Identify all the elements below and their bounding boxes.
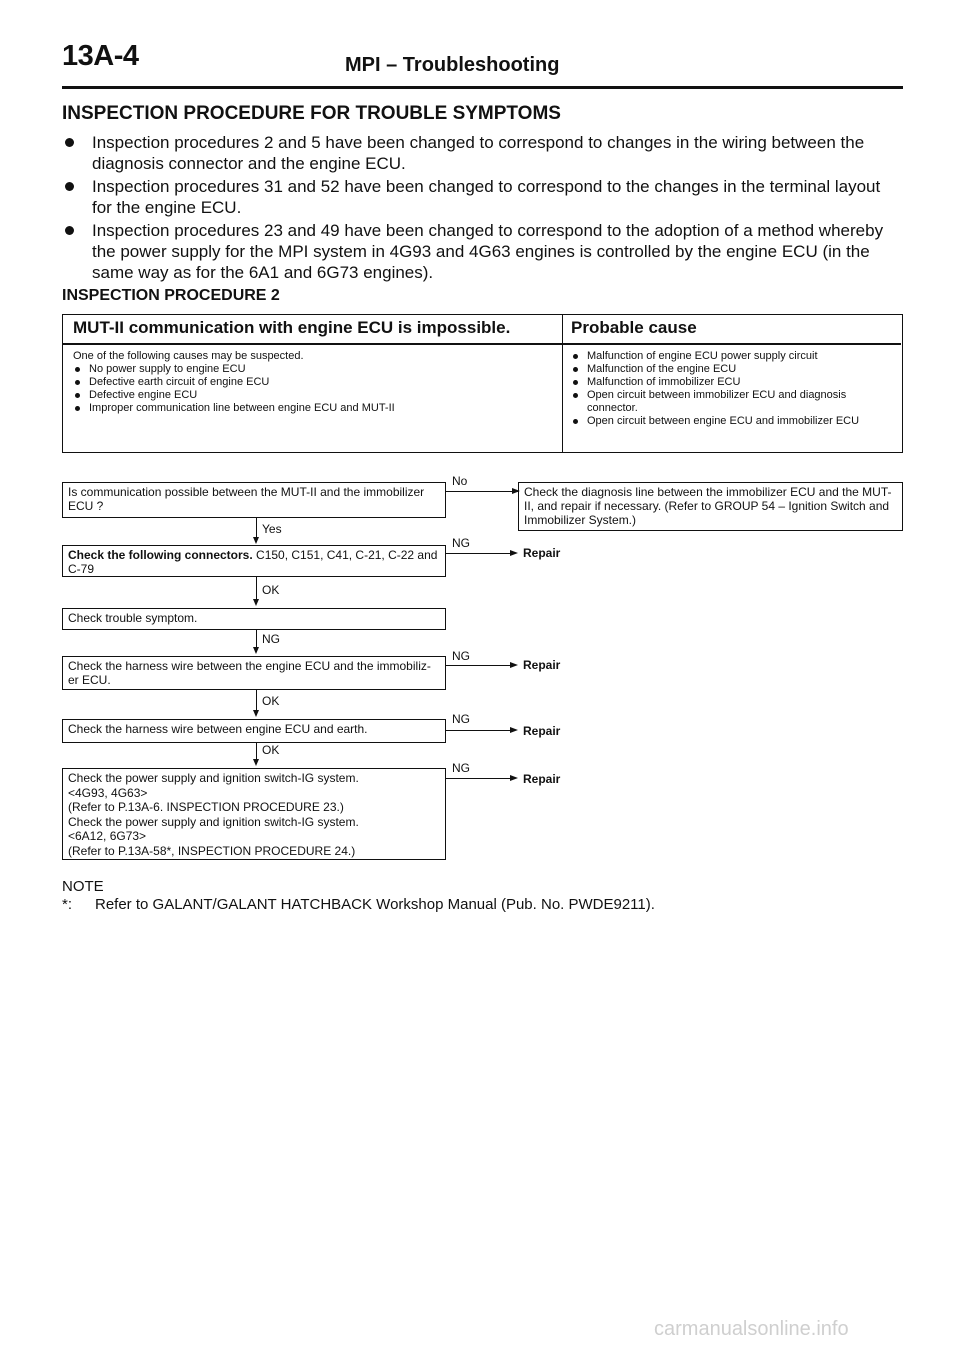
page-header-title: MPI – Troubleshooting [345, 54, 560, 76]
arrow-right-icon [510, 662, 518, 668]
list-item: Open circuit between immobilizer ECU and diagnosis connector. [571, 389, 896, 415]
bullet-icon [75, 367, 80, 372]
probable-cause-title: Probable cause [571, 318, 697, 337]
arrow-down-icon [253, 599, 259, 606]
bullet-icon [573, 419, 578, 424]
list-item: No power supply to engine ECU [73, 363, 543, 376]
flow-connector [446, 778, 512, 779]
bullet-icon [573, 354, 578, 359]
list-item: Malfunction of immobilizer ECU [571, 376, 896, 389]
arrow-down-icon [253, 710, 259, 717]
intro-bullet: Inspection procedures 31 and 52 have been changed to correspond to the changes in the terminal layout for the engine ECU. [62, 176, 902, 218]
arrow-right-icon [510, 550, 518, 556]
suspect-intro: One of the following causes may be suspected. [73, 350, 304, 362]
header-rule [62, 86, 903, 89]
suspect-list [73, 363, 543, 415]
list-item: Defective engine ECU [73, 389, 543, 402]
flow-step-communication-check: Is communication possible between the MUT-II and the immobilizer ECU ? [62, 482, 446, 518]
flow-label-ng: NG [452, 536, 470, 550]
bullet-icon [75, 393, 80, 398]
flow-action-repair: Repair [523, 658, 561, 672]
bullet-icon [573, 367, 578, 372]
intro-bullet: Inspection procedures 23 and 49 have been changed to correspond to the adoption of a method whereby the power supply for the MPI system in 4G93 and 4G63 engines is controlled by the engine ECU (in the same way as for the 6A1 and 6G73 engines). [62, 220, 902, 283]
flow-step-check-harness-earth: Check the harness wire between engine ECU and earth. [62, 719, 446, 743]
probable-cause-list [571, 350, 896, 428]
list-item: Malfunction of the engine ECU [571, 363, 896, 376]
flow-connector [446, 730, 512, 731]
list-item: Improper communication line between engine ECU and MUT-II [73, 402, 543, 415]
flow-step-check-power-supply: Check the power supply and ignition switch-IG system. <4G93, 4G63> (Refer to P.13A-6. INSPECTION PROCEDURE 23.) Check the power supply and ignition switch-IG system. <6A12, 6G73> (Refer to P.13A-58*, INSPECTION PROCEDURE 24.) [62, 768, 446, 860]
flow-action-repair: Repair [523, 724, 561, 738]
flow-label-yes: Yes [262, 522, 282, 536]
flow-label-ng: NG [452, 761, 470, 775]
table-column-divider [562, 315, 563, 452]
list-item: Malfunction of engine ECU power supply circuit [571, 350, 896, 363]
flow-label-ok: OK [262, 743, 280, 757]
intro-bullet-list [62, 132, 902, 285]
arrow-right-icon [510, 775, 518, 781]
list-item: Open circuit between engine ECU and immobilizer ECU [571, 415, 896, 428]
symptom-table [62, 314, 903, 453]
table-row-divider [63, 343, 901, 345]
bullet-icon [75, 380, 80, 385]
flow-step-check-diagnosis-line: Check the diagnosis line between the immobilizer ECU and the MUT-II, and repair if necessary. (Refer to GROUP 54 – Ignition Switch and Immobilizer System.) [518, 482, 903, 531]
page-number: 13A-4 [62, 40, 139, 72]
flow-label-ng: NG [452, 712, 470, 726]
note-text: Refer to GALANT/GALANT HATCHBACK Workshop Manual (Pub. No. PWDE9211). [95, 896, 655, 913]
flow-action-repair: Repair [523, 546, 561, 560]
intro-bullet: Inspection procedures 2 and 5 have been changed to correspond to changes in the wiring between the diagnosis connector and the engine ECU. [62, 132, 902, 174]
section-heading: INSPECTION PROCEDURE FOR TROUBLE SYMPTOMS [62, 103, 561, 124]
arrow-down-icon [253, 759, 259, 766]
flow-label-no: No [452, 474, 468, 488]
bullet-icon [573, 380, 578, 385]
flow-connector [446, 491, 518, 492]
flow-label-ok: OK [262, 583, 280, 597]
procedure-heading: INSPECTION PROCEDURE 2 [62, 287, 280, 304]
arrow-right-icon [510, 727, 518, 733]
bullet-icon [573, 393, 578, 398]
bullet-icon [65, 182, 74, 191]
flow-label-ng: NG [262, 632, 280, 646]
arrow-down-icon [253, 537, 259, 544]
flow-connector [446, 665, 512, 666]
bullet-icon [65, 226, 74, 235]
flow-action-repair: Repair [523, 772, 561, 786]
flow-step-check-connectors: Check the following connectors. C150, C151, C41, C-21, C-22 and C-79 [62, 545, 446, 577]
bullet-icon [65, 138, 74, 147]
note-title: NOTE [62, 878, 104, 895]
flow-step-check-trouble-symptom: Check trouble symptom. [62, 608, 446, 630]
symptom-title: MUT-II communication with engine ECU is impossible. [73, 318, 511, 337]
note-marker: *: [62, 896, 73, 913]
flow-label-ng: NG [452, 649, 470, 663]
watermark: carmanualsonline.info [654, 1318, 849, 1340]
flow-label-ok: OK [262, 694, 280, 708]
flow-connector [446, 553, 512, 554]
bullet-icon [75, 406, 80, 411]
flow-step-check-harness-immobilizer: Check the harness wire between the engine ECU and the immobiliz- er ECU. [62, 656, 446, 690]
arrow-down-icon [253, 647, 259, 654]
list-item: Defective earth circuit of engine ECU [73, 376, 543, 389]
